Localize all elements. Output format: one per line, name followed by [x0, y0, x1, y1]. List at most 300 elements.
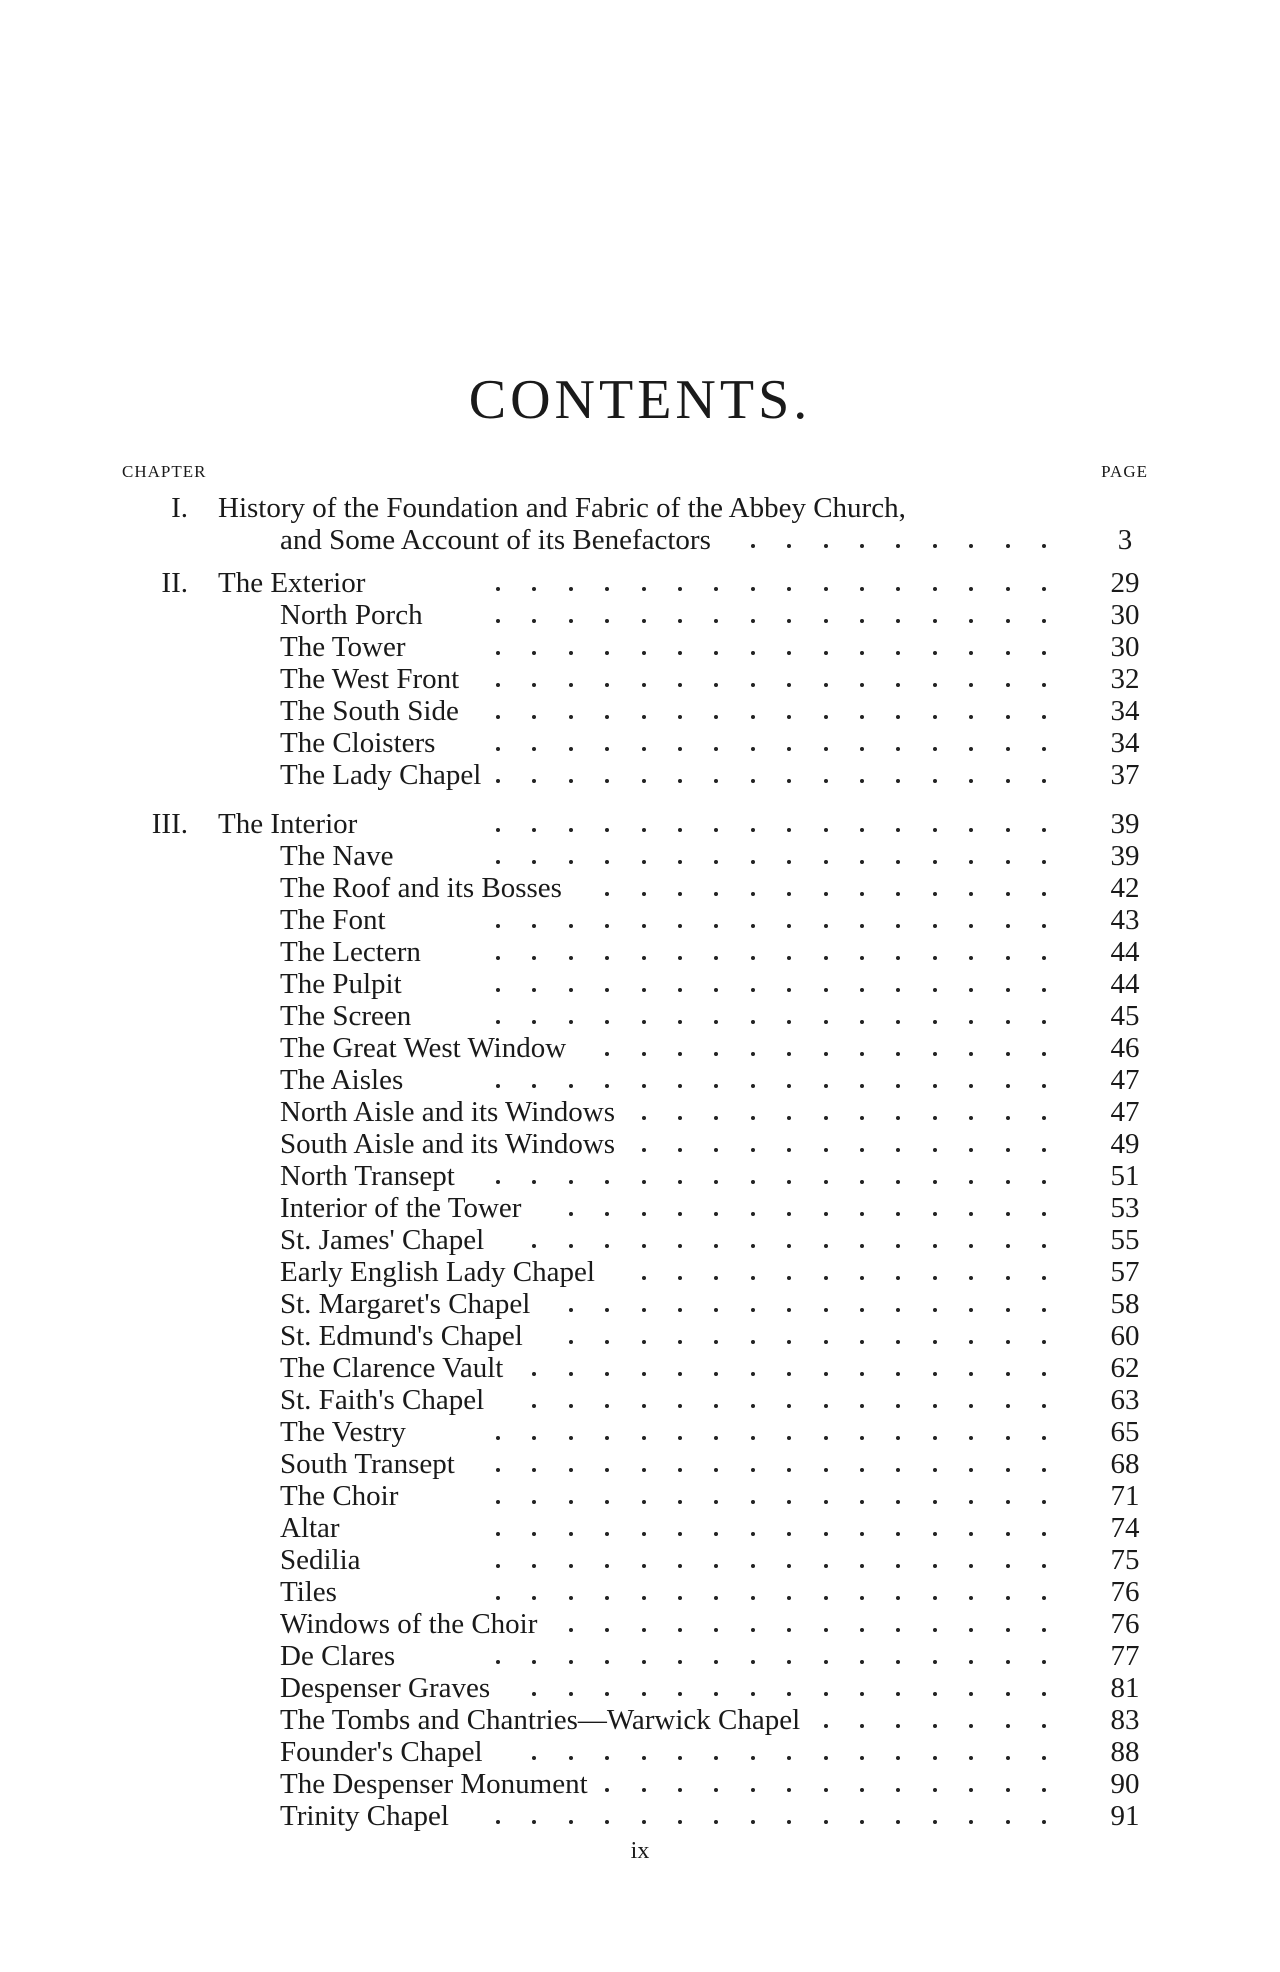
leader-dot — [642, 587, 646, 591]
leader-dot — [532, 1596, 536, 1600]
leader-dot — [860, 1372, 864, 1376]
leader-dot — [569, 1660, 573, 1664]
chapter-number: II. — [161, 567, 188, 599]
leader-dot — [787, 1788, 791, 1792]
leader-dot — [787, 651, 791, 655]
entry-page-number: 34 — [1110, 727, 1140, 759]
toc-entry — [0, 599, 1280, 631]
entry-title: Altar — [280, 1512, 340, 1544]
leader-dot — [642, 1596, 646, 1600]
toc-entry — [0, 1352, 1280, 1384]
leader-dot — [860, 988, 864, 992]
leader-dot — [787, 544, 791, 548]
leader-dot — [933, 1532, 937, 1536]
leader-dot — [787, 1020, 791, 1024]
leader-dot — [860, 1756, 864, 1760]
leader-dot — [569, 1308, 573, 1312]
leader-dot — [896, 892, 900, 896]
leader-dot — [933, 1276, 937, 1280]
leader-dot — [1042, 1788, 1046, 1792]
leader-dot — [860, 1596, 864, 1600]
leader-dot — [714, 651, 718, 655]
leader-dot — [1042, 1820, 1046, 1824]
entry-title: The Aisles — [280, 1064, 404, 1096]
entry-title: The South Side — [280, 695, 459, 727]
toc-entry — [0, 492, 1280, 524]
leader-dot — [714, 1628, 718, 1632]
leader-dot — [642, 1020, 646, 1024]
leader-dot — [969, 651, 973, 655]
toc-entry — [0, 1384, 1280, 1416]
leader-dot — [787, 924, 791, 928]
leader-dot — [751, 587, 755, 591]
leader-dot — [824, 956, 828, 960]
leader-dot — [714, 1276, 718, 1280]
entry-page-number: 65 — [1110, 1416, 1140, 1448]
leader-dot — [1006, 1468, 1010, 1472]
leader-dot — [824, 1308, 828, 1312]
entry-page-number: 76 — [1110, 1608, 1140, 1640]
leader-dot — [969, 1308, 973, 1312]
leader-dot — [969, 892, 973, 896]
leader-dot — [860, 683, 864, 687]
leader-dot — [969, 1212, 973, 1216]
leader-dot — [1042, 544, 1046, 548]
leader-dot — [896, 779, 900, 783]
toc-entry — [0, 1800, 1280, 1832]
leader-dot — [751, 1020, 755, 1024]
leader-dot — [605, 587, 609, 591]
leader-dot — [678, 651, 682, 655]
entry-page-number: 32 — [1110, 663, 1140, 695]
leader-dot — [1042, 1596, 1046, 1600]
leader-dot — [896, 715, 900, 719]
toc-entry — [0, 1640, 1280, 1672]
leader-dot — [714, 779, 718, 783]
leader-dot — [642, 1244, 646, 1248]
toc-entry — [0, 808, 1280, 840]
entry-page-number: 90 — [1110, 1768, 1140, 1800]
leader-dot — [678, 1180, 682, 1184]
leader-dot — [1006, 1628, 1010, 1632]
leader-dot — [496, 1084, 500, 1088]
leader-dot — [824, 1020, 828, 1024]
leader-dot — [860, 892, 864, 896]
leader-dot — [751, 1436, 755, 1440]
leader-dot — [714, 587, 718, 591]
leader-dot — [860, 747, 864, 751]
leader-dot — [714, 1532, 718, 1536]
leader-dot — [751, 1756, 755, 1760]
entry-page-number: 57 — [1110, 1256, 1140, 1288]
toc-entry — [0, 1128, 1280, 1160]
leader-dot — [824, 828, 828, 832]
leader-dot — [569, 956, 573, 960]
leader-dot — [678, 924, 682, 928]
leader-dot — [532, 956, 536, 960]
leader-dot — [605, 1820, 609, 1824]
leader-dot — [1042, 1116, 1046, 1120]
leader-dot — [1006, 1788, 1010, 1792]
leader-dot — [860, 587, 864, 591]
toc-entry — [0, 1576, 1280, 1608]
leader-dot — [1042, 988, 1046, 992]
leader-dot — [824, 715, 828, 719]
leader-dot — [1006, 544, 1010, 548]
leader-dot — [824, 1084, 828, 1088]
entry-title: The Roof and its Bosses — [280, 872, 562, 904]
entry-title: Despenser Graves — [280, 1672, 491, 1704]
leader-dot — [751, 860, 755, 864]
leader-dot — [896, 1692, 900, 1696]
entry-title: The Choir — [280, 1480, 399, 1512]
leader-dot — [714, 1756, 718, 1760]
leader-dot — [933, 1500, 937, 1504]
leader-dot — [969, 1436, 973, 1440]
leader-dot — [896, 1084, 900, 1088]
leader-dot — [532, 1660, 536, 1664]
leader-dot — [896, 1308, 900, 1312]
leader-dot — [569, 1596, 573, 1600]
leader-dot — [1042, 1212, 1046, 1216]
leader-dot — [896, 924, 900, 928]
toc-entry — [0, 1192, 1280, 1224]
leader-dot — [678, 1436, 682, 1440]
leader-dot — [605, 1596, 609, 1600]
leader-dot — [1042, 1052, 1046, 1056]
leader-dot — [714, 1788, 718, 1792]
toc-entry — [0, 936, 1280, 968]
leader-dot — [714, 892, 718, 896]
entry-page-number: 49 — [1110, 1128, 1140, 1160]
leader-dot — [896, 1596, 900, 1600]
leader-dot — [714, 1564, 718, 1568]
leader-dot — [532, 779, 536, 783]
leader-dot — [751, 1500, 755, 1504]
leader-dot — [860, 779, 864, 783]
entry-title: The Nave — [280, 840, 394, 872]
leader-dot — [642, 619, 646, 623]
leader-dot — [496, 1500, 500, 1504]
leader-dot — [678, 860, 682, 864]
leader-dot — [969, 860, 973, 864]
leader-dot — [860, 860, 864, 864]
leader-dot — [933, 860, 937, 864]
leader-dot — [824, 988, 828, 992]
leader-dot — [1006, 1660, 1010, 1664]
toc-entry — [0, 1096, 1280, 1128]
leader-dot — [969, 1532, 973, 1536]
leader-dot — [933, 587, 937, 591]
leader-dot — [860, 1244, 864, 1248]
leader-dot — [605, 1180, 609, 1184]
leader-dot — [605, 1244, 609, 1248]
leader-dot — [751, 544, 755, 548]
leader-dot — [642, 828, 646, 832]
leader-dot — [1042, 1084, 1046, 1088]
leader-dot — [1042, 1532, 1046, 1536]
leader-dot — [824, 1532, 828, 1536]
leader-dot — [714, 1212, 718, 1216]
leader-dot — [824, 587, 828, 591]
leader-dot — [642, 988, 646, 992]
leader-dot — [896, 1468, 900, 1472]
leader-dot — [714, 1596, 718, 1600]
entry-title: History of the Foundation and Fabric of the Abbey Church, — [218, 492, 906, 524]
leader-dot — [714, 1820, 718, 1824]
entry-page-number: 60 — [1110, 1320, 1140, 1352]
leader-dot — [824, 860, 828, 864]
leader-dot — [860, 1820, 864, 1824]
leader-dot — [569, 1212, 573, 1216]
leader-dot — [678, 779, 682, 783]
toc-entry — [0, 1448, 1280, 1480]
leader-dot — [532, 1468, 536, 1472]
leader-dot — [751, 956, 755, 960]
entry-title: The West Front — [280, 663, 460, 695]
leader-dot — [1042, 1692, 1046, 1696]
leader-dot — [569, 1084, 573, 1088]
leader-dot — [642, 1308, 646, 1312]
leader-dot — [605, 1308, 609, 1312]
toc-entry — [0, 840, 1280, 872]
leader-dot — [605, 1628, 609, 1632]
leader-dot — [642, 924, 646, 928]
leader-dot — [933, 1244, 937, 1248]
toc-entry — [0, 759, 1280, 791]
leader-dot — [532, 715, 536, 719]
leader-dot — [532, 1756, 536, 1760]
chapter-column-header: CHAPTER — [122, 462, 207, 481]
leader-dot — [933, 1468, 937, 1472]
leader-dot — [896, 1052, 900, 1056]
leader-dot — [860, 956, 864, 960]
leader-dot — [751, 1180, 755, 1184]
leader-dot — [969, 1468, 973, 1472]
leader-dot — [642, 1564, 646, 1568]
toc-entry — [0, 1000, 1280, 1032]
leader-dot — [532, 1692, 536, 1696]
entry-page-number: 47 — [1110, 1096, 1140, 1128]
leader-dot — [605, 988, 609, 992]
leader-dot — [714, 1436, 718, 1440]
entry-page-number: 3 — [1117, 524, 1133, 556]
leader-dot — [532, 828, 536, 832]
leader-dot — [969, 1372, 973, 1376]
leader-dot — [933, 1724, 937, 1728]
leader-dot — [751, 1244, 755, 1248]
leader-dot — [532, 988, 536, 992]
leader-dot — [605, 715, 609, 719]
leader-dot — [1006, 1052, 1010, 1056]
leader-dot — [896, 683, 900, 687]
leader-dot — [1006, 1692, 1010, 1696]
leader-dot — [642, 1660, 646, 1664]
leader-dot — [751, 924, 755, 928]
entry-page-number: 34 — [1110, 695, 1140, 727]
leader-dot — [1006, 587, 1010, 591]
leader-dot — [605, 1788, 609, 1792]
leader-dot — [787, 715, 791, 719]
leader-dot — [678, 587, 682, 591]
toc-entry — [0, 1160, 1280, 1192]
leader-dot — [751, 1692, 755, 1696]
entry-title: The Vestry — [280, 1416, 406, 1448]
leader-dot — [933, 892, 937, 896]
leader-dot — [678, 1660, 682, 1664]
leader-dot — [1042, 1148, 1046, 1152]
leader-dot — [1006, 779, 1010, 783]
leader-dot — [714, 1308, 718, 1312]
toc-entry — [0, 1416, 1280, 1448]
entry-page-number: 53 — [1110, 1192, 1140, 1224]
toc-entry — [0, 1256, 1280, 1288]
leader-dot — [896, 1372, 900, 1376]
leader-dot — [496, 828, 500, 832]
leader-dot — [569, 1692, 573, 1696]
leader-dot — [1042, 892, 1046, 896]
leader-dot — [787, 1756, 791, 1760]
leader-dot — [933, 1660, 937, 1664]
leader-dot — [605, 860, 609, 864]
leader-dot — [1042, 747, 1046, 751]
leader-dot — [642, 1148, 646, 1152]
leader-dot — [1006, 683, 1010, 687]
leader-dot — [1042, 1340, 1046, 1344]
entry-title: North Aisle and its Windows — [280, 1096, 616, 1128]
entry-page-number: 55 — [1110, 1224, 1140, 1256]
entry-page-number: 30 — [1110, 599, 1140, 631]
toc-entry — [0, 1704, 1280, 1736]
leader-dot — [569, 619, 573, 623]
leader-dot — [896, 1212, 900, 1216]
leader-dot — [896, 1564, 900, 1568]
leader-dot — [933, 1628, 937, 1632]
leader-dot — [751, 1404, 755, 1408]
entry-title: The Tombs and Chantries—Warwick Chapel — [280, 1704, 801, 1736]
leader-dot — [1006, 1244, 1010, 1248]
leader-dot — [860, 1628, 864, 1632]
leader-dot — [787, 860, 791, 864]
leader-dot — [751, 1596, 755, 1600]
entry-title: The Lady Chapel — [280, 759, 482, 791]
entry-page-number: 91 — [1110, 1800, 1140, 1832]
leader-dot — [642, 1628, 646, 1632]
entry-title: Interior of the Tower — [280, 1192, 522, 1224]
leader-dot — [642, 1532, 646, 1536]
leader-dot — [787, 1532, 791, 1536]
leader-dot — [714, 619, 718, 623]
leader-dot — [933, 619, 937, 623]
leader-dot — [1006, 1116, 1010, 1120]
leader-dot — [896, 651, 900, 655]
leader-dot — [605, 1340, 609, 1344]
leader-dot — [933, 1756, 937, 1760]
leader-dot — [787, 619, 791, 623]
leader-dot — [714, 1500, 718, 1504]
leader-dot — [532, 651, 536, 655]
leader-dot — [824, 1436, 828, 1440]
page-column-header: PAGE — [1101, 462, 1148, 481]
leader-dot — [1006, 988, 1010, 992]
leader-dot — [969, 1564, 973, 1568]
leader-dot — [933, 1148, 937, 1152]
leader-dot — [787, 1628, 791, 1632]
leader-dot — [605, 651, 609, 655]
leader-dot — [933, 1596, 937, 1600]
leader-dot — [787, 956, 791, 960]
leader-dot — [1042, 715, 1046, 719]
leader-dot — [933, 683, 937, 687]
leader-dot — [1006, 1724, 1010, 1728]
leader-dot — [824, 1212, 828, 1216]
leader-dot — [605, 1564, 609, 1568]
entry-title: South Aisle and its Windows — [280, 1128, 616, 1160]
leader-dot — [787, 1372, 791, 1376]
leader-dot — [678, 956, 682, 960]
leader-dot — [1042, 1276, 1046, 1280]
leader-dot — [824, 1500, 828, 1504]
entry-page-number: 47 — [1110, 1064, 1140, 1096]
entry-title: Trinity Chapel — [280, 1800, 449, 1832]
leader-dot — [714, 1372, 718, 1376]
leader-dot — [933, 828, 937, 832]
leader-dot — [496, 1020, 500, 1024]
leader-dot — [969, 1244, 973, 1248]
leader-dot — [1042, 1308, 1046, 1312]
entry-title: South Transept — [280, 1448, 455, 1480]
leader-dot — [714, 988, 718, 992]
leader-dot — [824, 924, 828, 928]
leader-dot — [714, 860, 718, 864]
leader-dot — [787, 779, 791, 783]
leader-dot — [496, 779, 500, 783]
leader-dot — [824, 1724, 828, 1728]
leader-dot — [605, 619, 609, 623]
leader-dot — [787, 1116, 791, 1120]
entry-title: Early English Lady Chapel — [280, 1256, 595, 1288]
leader-dot — [678, 1084, 682, 1088]
leader-dot — [896, 1788, 900, 1792]
leader-dot — [1006, 1148, 1010, 1152]
leader-dot — [896, 1724, 900, 1728]
leader-dot — [751, 1468, 755, 1472]
leader-dot — [605, 1052, 609, 1056]
leader-dot — [787, 587, 791, 591]
leader-dot — [678, 1308, 682, 1312]
leader-dot — [1006, 956, 1010, 960]
leader-dot — [933, 1308, 937, 1312]
leader-dot — [569, 1436, 573, 1440]
leader-dot — [751, 1276, 755, 1280]
leader-dot — [969, 1180, 973, 1184]
leader-dot — [969, 1660, 973, 1664]
toc-entry — [0, 524, 1280, 556]
toc-entry — [0, 968, 1280, 1000]
leader-dot — [933, 1372, 937, 1376]
leader-dot — [678, 1116, 682, 1120]
leader-dot — [824, 1788, 828, 1792]
leader-dot — [532, 1500, 536, 1504]
leader-dot — [933, 747, 937, 751]
toc-entry — [0, 567, 1280, 599]
leader-dot — [532, 1436, 536, 1440]
toc-entry — [0, 695, 1280, 727]
entry-title: The Lectern — [280, 936, 421, 968]
leader-dot — [969, 1276, 973, 1280]
toc-entry — [0, 1480, 1280, 1512]
leader-dot — [605, 683, 609, 687]
